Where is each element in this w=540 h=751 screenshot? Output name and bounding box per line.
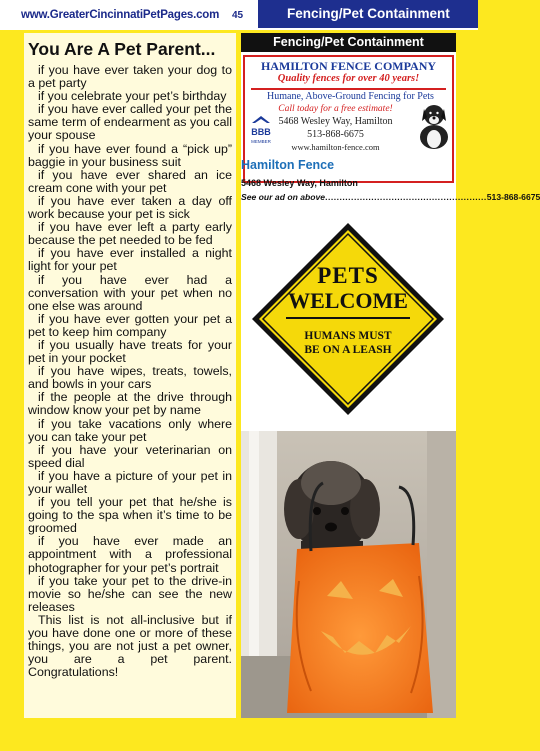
listing-name: Hamilton Fence [241, 158, 335, 172]
article-paragraph: This list is not all-inclusive but if you have done one or more of these things, you are not just a pet owner, you are a pet parent. Congratulations! [28, 612, 232, 680]
article-paragraph: if you have a picture of your pet in your wallet [28, 468, 232, 496]
sign-on-a-leash: BE ON A LEASH [304, 344, 392, 356]
listing-see-ad-row [241, 192, 540, 202]
ad-address: 5468 Wesley Way, Hamilton [278, 116, 393, 127]
dog-with-pumpkin-bag-photo [241, 431, 456, 718]
article-paragraph: if you have ever left a party early because the pet needed to be fed [28, 220, 232, 248]
site-url[interactable]: www.GreaterCincinnatiPetPages.com [21, 9, 220, 21]
ad-call-to-action: Call today for a free estimate! [278, 104, 393, 114]
article-paragraph: if you celebrate your pet’s birthday [38, 89, 227, 104]
article-paragraph: if you have ever found a “pick up” baggie in your business suit [28, 141, 232, 169]
article-panel [24, 33, 236, 718]
bbb-member-label: MEMBER [251, 139, 271, 144]
top-bar [0, 0, 478, 30]
ad-description: Humane, Above-Ground Fencing for Pets [267, 91, 434, 102]
article-paragraph: if you have ever made an appointment with a professional photographer for your pet’s portrait [28, 534, 232, 575]
listing-leader-dots: ........................................................ [325, 192, 487, 202]
bbb-label: BBB [251, 127, 271, 137]
article-paragraph: if you have ever gotten your pet a pet to keep him company [28, 311, 232, 339]
article-body [28, 64, 232, 679]
bbb-logo-icon [249, 115, 273, 145]
listing-phone[interactable]: 513-868-6675 [486, 192, 540, 202]
ad-phone[interactable]: 513-868-6675 [307, 129, 364, 140]
article-paragraph: if you take vacations only where you can take your pet [28, 416, 232, 444]
article-paragraph: if you have ever taken your dog to a pet party [28, 63, 232, 91]
ad-divider [251, 88, 446, 90]
page-number: 45 [232, 10, 244, 21]
article-paragraph: if you tell your pet that he/she is going to the spa when it’s time to be groomed [28, 495, 232, 536]
article-paragraph: if you have ever installed a night light for your pet [28, 246, 232, 274]
pets-welcome-sign-icon [250, 221, 446, 417]
article-paragraph: if the people at the drive through window know your pet by name [28, 390, 232, 418]
article-paragraph: if you usually have treats for your pet in your pocket [28, 337, 232, 366]
sidebar-header: Fencing/Pet Containment [241, 33, 456, 52]
article-paragraph: if you have ever called your pet the same term of endearment as you call your spouse [28, 102, 232, 143]
article-paragraph: if you have ever shared an ice cream cone with your pet [28, 167, 232, 195]
listing-address: 5468 Wesley Way, Hamilton [241, 178, 358, 188]
sign-pets: PETS [317, 263, 379, 288]
article-paragraph: if you have your veterinarian on speed dial [28, 442, 232, 470]
article-paragraph: if you have wipes, treats, towels, and bowls in your cars [28, 364, 232, 392]
article-paragraph: if you have ever taken a day off work because your pet is sick [28, 193, 232, 222]
listing-see-ad: See our ad on above [241, 192, 326, 202]
article-paragraph: if you have ever had a conversation with your pet when no one else was around [28, 272, 232, 313]
ad-company-name: HAMILTON FENCE COMPANY [260, 59, 437, 73]
section-tab: Fencing/Pet Containment [258, 0, 478, 28]
article-paragraph: if you take your pet to the drive-in movie so he/she can see the new releases [28, 573, 232, 614]
sign-welcome: WELCOME [288, 288, 408, 313]
ad-tagline: Quality fences for over 40 years! [277, 73, 420, 84]
article-title: You Are A Pet Parent... [28, 39, 216, 59]
sign-humans-must: HUMANS MUST [304, 330, 392, 342]
dog-icon [416, 99, 452, 151]
ad-website[interactable]: www.hamilton-fence.com [291, 142, 380, 152]
